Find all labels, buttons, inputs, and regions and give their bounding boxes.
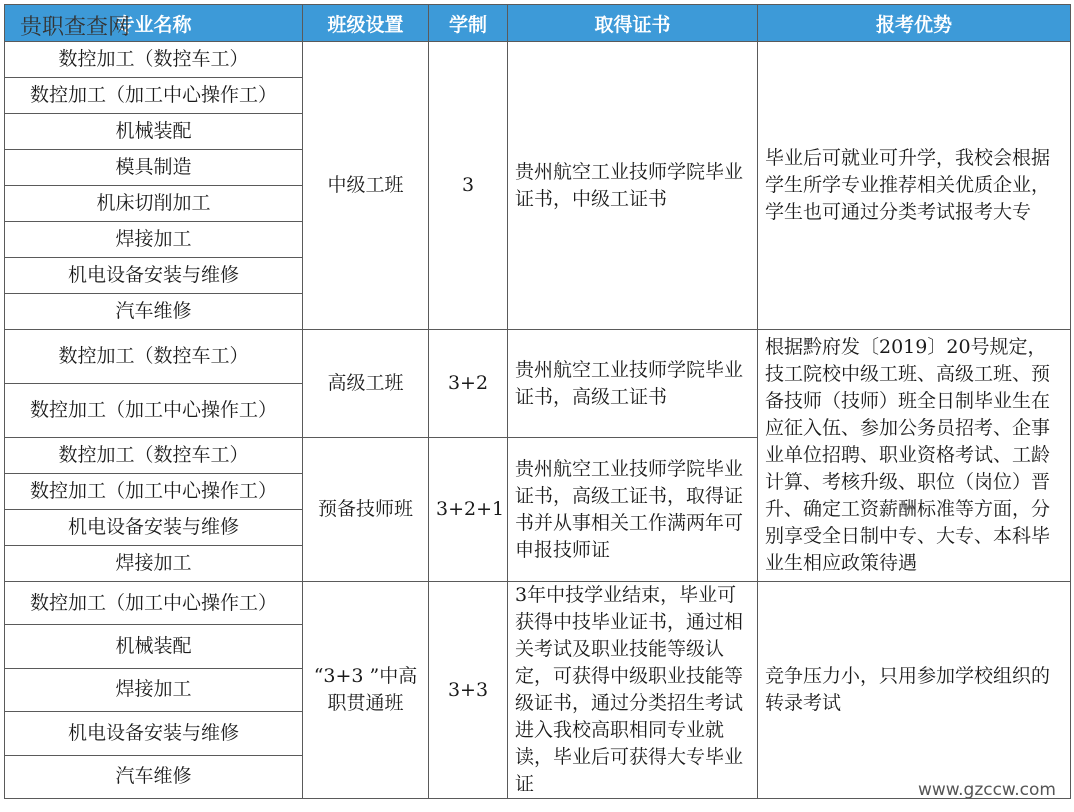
major-cell: 数控加工（数控车工） (5, 42, 303, 78)
major-cell: 机床切削加工 (5, 186, 303, 222)
major-cell: 机电设备安装与维修 (5, 258, 303, 294)
certificate-cell: 3年中技学业结束，毕业可获得中技毕业证书，通过相关考试及职业技能等级认定，可获得中级职业技能等级证书，通过分类招生考试进入我校高职相同专业就读，毕业后可获得大专毕业证 (508, 582, 758, 799)
major-cell: 机械装配 (5, 625, 303, 668)
duration-cell: 3 (429, 42, 508, 330)
class-cell: 预备技师班 (303, 438, 429, 582)
header-duration: 学制 (429, 5, 508, 42)
header-row (5, 5, 1071, 42)
table-row (5, 330, 1071, 384)
advantage-cell: 根据黔府发〔2019〕20号规定，技工院校中级工班、高级工班、预备技师（技师）班全日制毕业生在应征入伍、参加公务员招考、企事业单位招聘、职业资格考试、工龄计算、考核升级、职位（岗位）晋升、确定工资薪酬标准等方面，分别享受全日制中专、大专、本科毕业生相应政策待遇 (758, 330, 1071, 582)
advantage-cell: 竞争压力小，只用参加学校组织的转录考试 (758, 582, 1071, 799)
major-cell: 机电设备安装与维修 (5, 712, 303, 755)
major-cell: 数控加工（加工中心操作工） (5, 78, 303, 114)
header-class: 班级设置 (303, 5, 429, 42)
watermark-text: 贵职查查网 (20, 15, 131, 40)
major-cell: 机电设备安装与维修 (5, 510, 303, 546)
major-cell: 焊接加工 (5, 668, 303, 711)
header-major: 专业名称 (5, 5, 303, 42)
duration-cell: 3+2 (429, 330, 508, 438)
certificate-cell: 贵州航空工业技师学院毕业证书，高级工证书，取得证书并从事相关工作满两年可申报技师证 (508, 438, 758, 582)
header-advantage: 报考优势 (758, 5, 1071, 42)
major-cell: 数控加工（数控车工） (5, 438, 303, 474)
advantage-cell: 毕业后可就业可升学，我校会根据学生所学专业推荐相关优质企业，学生也可通过分类考试报考大专 (758, 42, 1071, 330)
major-cell: 数控加工（数控车工） (5, 330, 303, 384)
major-cell: 数控加工（加工中心操作工） (5, 384, 303, 438)
duration-cell: 3+3 (429, 582, 508, 799)
class-cell: 中级工班 (303, 42, 429, 330)
major-cell: 模具制造 (5, 150, 303, 186)
certificate-cell: 贵州航空工业技师学院毕业证书，高级工证书 (508, 330, 758, 438)
program-table (4, 4, 1071, 799)
major-cell: 汽车维修 (5, 294, 303, 330)
table-row (5, 42, 1071, 78)
site-url: www.gzccw.com (917, 780, 1056, 800)
table-row (5, 582, 1071, 625)
certificate-cell: 贵州航空工业技师学院毕业证书，中级工证书 (508, 42, 758, 330)
class-cell: 高级工班 (303, 330, 429, 438)
major-cell: 焊接加工 (5, 546, 303, 582)
class-cell: “3+3 ”中高职贯通班 (303, 582, 429, 799)
major-cell: 机械装配 (5, 114, 303, 150)
major-cell: 数控加工（加工中心操作工） (5, 474, 303, 510)
duration-cell: 3+2+1 (429, 438, 508, 582)
major-cell: 焊接加工 (5, 222, 303, 258)
header-certificate: 取得证书 (508, 5, 758, 42)
major-cell: 数控加工（加工中心操作工） (5, 582, 303, 625)
major-cell: 汽车维修 (5, 755, 303, 798)
